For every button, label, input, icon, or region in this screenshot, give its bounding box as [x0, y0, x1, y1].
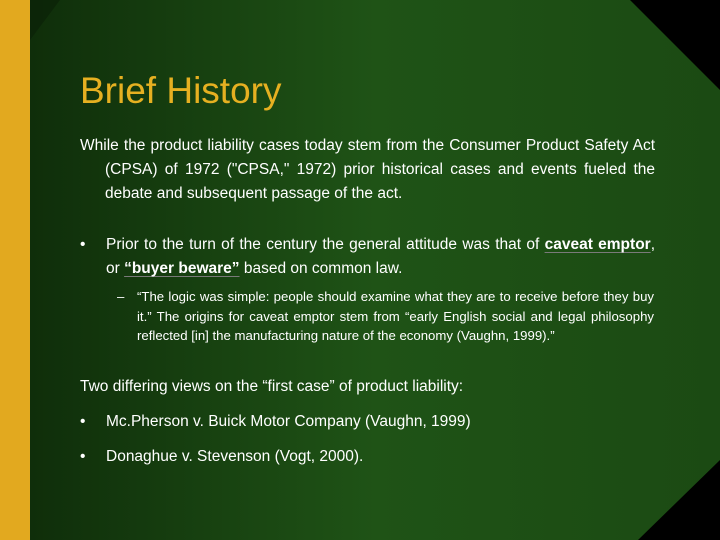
caveat-emptor-term: caveat emptor: [544, 236, 651, 253]
bullet-caveat-emptor: [80, 233, 655, 283]
intro-paragraph: While the product liability cases today stem from the Consumer Product Safety Act (CPSA) of 1972 ("CPSA," 1972) prior historical cases and events fueled the debate and subsequent passage of the act.: [80, 137, 655, 202]
bullet-text-middle: , or: [106, 236, 656, 277]
bullet-marker: •: [80, 236, 86, 253]
bullet-text-after: based on common law.: [239, 260, 403, 277]
quote-marker: –: [117, 289, 125, 304]
view-item-text: Donaghue v. Stevenson (Vogt, 2000).: [106, 448, 364, 465]
view-item-text: Mc.Pherson v. Buick Motor Company (Vaughn, 1999): [106, 413, 471, 430]
gold-side-bar: [0, 0, 30, 540]
views-heading: Two differing views on the “first case” of product liability:: [80, 378, 464, 395]
view-item-donaghue: [80, 445, 655, 469]
slide-title: Brief History: [80, 70, 282, 111]
buyer-beware-term: “buyer beware”: [124, 260, 240, 277]
bullet-text-before: Prior to the turn of the century the general attitude was that of: [106, 236, 545, 253]
bullet-text: [106, 233, 655, 281]
bullet-marker: •: [80, 448, 86, 465]
view-item-mcpherson: [80, 410, 655, 434]
quote-text: “The logic was simple: people should examine what they are to receive before they buy it.” The origins for caveat emptor stem from “early English social and legal philosophy reflected [in] the manufacturing nature of the economy (Vaughn, 1999).”: [137, 289, 654, 343]
bullet-marker: •: [80, 413, 86, 430]
